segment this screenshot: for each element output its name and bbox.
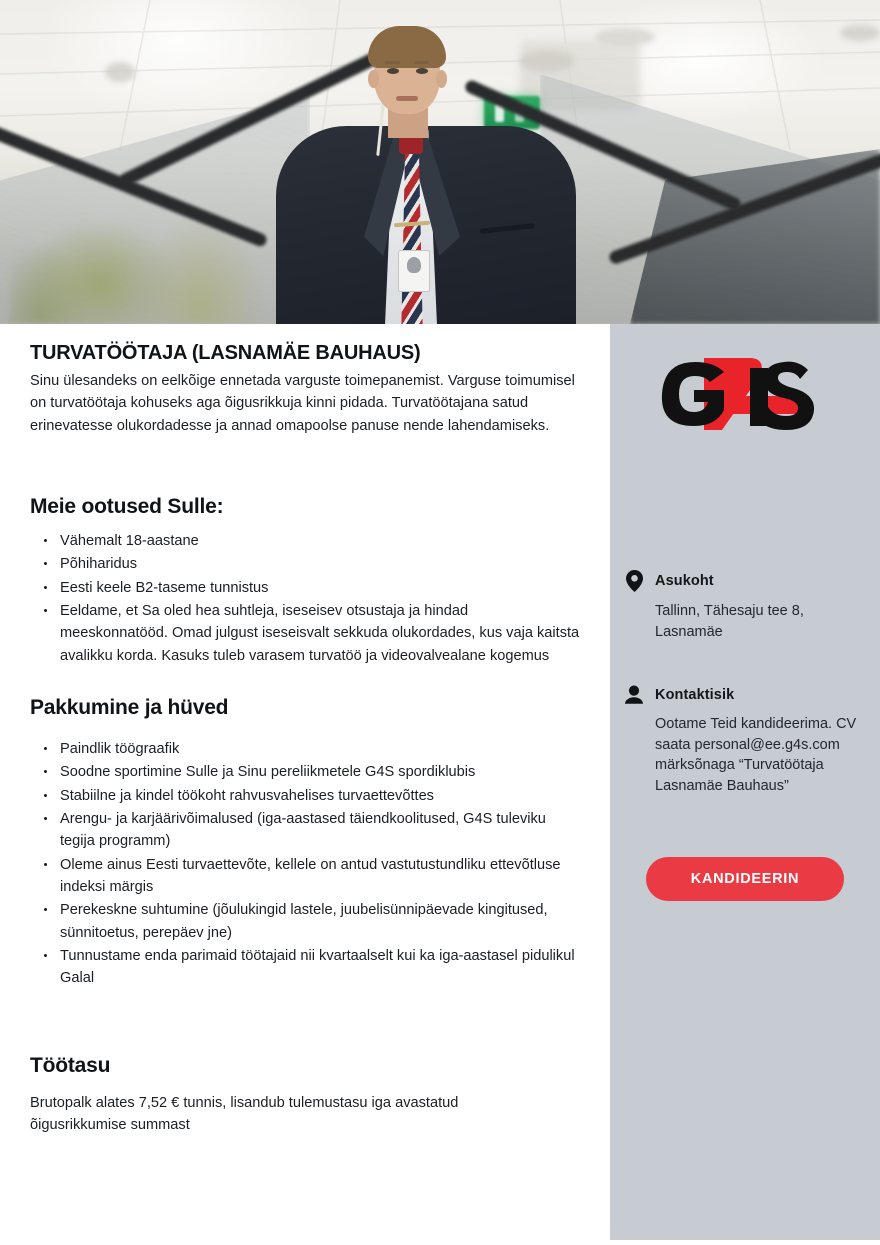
job-content bbox=[0, 324, 610, 1136]
g4s-logo-mark bbox=[648, 352, 838, 436]
location-block bbox=[624, 570, 868, 642]
contact-text: Ootame Teid kandideerima. CV saata personal@ee.g4s.com märksõnaga “Turvatöötaja Lasnamäe Bauhaus” bbox=[655, 716, 857, 794]
g4s-logo bbox=[648, 352, 838, 436]
list-item: Põhiharidus bbox=[60, 553, 580, 575]
contact-block bbox=[624, 685, 868, 796]
guard-eye bbox=[416, 68, 428, 74]
guard-eyebrow bbox=[385, 61, 400, 64]
contact-title: Kontaktisik bbox=[655, 687, 735, 703]
hero-image bbox=[0, 0, 880, 324]
location-text: Tallinn, Tähesaju tee 8, Lasnamäe bbox=[655, 603, 804, 640]
list-item: Arengu- ja karjäärivõimalused (iga-aastased täiendkoolitused, G4S tuleviku tegija programm) bbox=[60, 808, 580, 853]
expectations-heading: Meie ootused Sulle: bbox=[30, 494, 224, 518]
list-item: Soodne sportimine Sulle ja Sinu pereliikmetele G4S spordiklubis bbox=[60, 761, 580, 783]
job-intro: Sinu ülesandeks on eelkõige ennetada varguste toimepanemist. Varguse toimumisel on turvatöötaja kohuseks aga õigusrikkuja kinni pidada. Turvatöötajana satud erinevatesse olukordadesse ja annad omapoolse panuse nende lahendamiseks. bbox=[30, 373, 575, 434]
person-icon bbox=[624, 685, 644, 705]
security-guard-figure bbox=[268, 18, 588, 324]
salary-heading: Töötasu bbox=[30, 1053, 111, 1077]
list-item: Vähemalt 18-aastane bbox=[60, 530, 580, 552]
map-pin-icon bbox=[624, 570, 644, 592]
guard-hair bbox=[368, 26, 446, 68]
list-item: Eesti keele B2-taseme tunnistus bbox=[60, 577, 580, 599]
location-header bbox=[624, 570, 868, 592]
guard-id-badge bbox=[398, 250, 430, 292]
ceiling-light bbox=[840, 25, 880, 41]
offer-heading: Pakkumine ja hüved bbox=[30, 695, 229, 719]
guard-mouth bbox=[396, 96, 418, 101]
ceiling-light bbox=[595, 28, 655, 46]
list-item: Stabiilne ja kindel töökoht rahvusvahelises turvaettevõttes bbox=[60, 785, 580, 807]
expectations-list bbox=[30, 530, 580, 667]
guard-eyebrow bbox=[414, 61, 429, 64]
salary-text: Brutopalk alates 7,52 € tunnis, lisandub tulemustasu iga avastatud õigusrikkumise summast bbox=[30, 1094, 459, 1133]
list-item: Perekeskne suhtumine (jõulukingid lastele, juubelisünnipäevade kingitused, sünnitoetus, perepäev jne) bbox=[60, 899, 580, 944]
apply-button[interactable]: KANDIDEERIN bbox=[646, 857, 844, 901]
list-item: Paindlik töögraafik bbox=[60, 738, 580, 760]
guard-ear bbox=[436, 70, 447, 88]
contact-header bbox=[624, 685, 868, 705]
list-item: Tunnustame enda parimaid töötajaid nii kvartaalselt kui ka iga-aastasel pidulikul Galal bbox=[60, 945, 580, 990]
job-title: TURVATÖÖTAJA (LASNAMÄE BAUHAUS) bbox=[30, 342, 421, 364]
ceiling-light bbox=[105, 62, 135, 82]
guard-eye bbox=[387, 68, 399, 74]
list-item: Oleme ainus Eesti turvaettevõte, kellele on antud vastutustundliku ettevõtluse indeksi märgis bbox=[60, 854, 580, 899]
guard-ear bbox=[368, 70, 379, 88]
info-sidebar bbox=[610, 324, 880, 1240]
offer-list bbox=[30, 738, 580, 990]
list-item: Eeldame, et Sa oled hea suhtleja, iseseisev otsustaja ja hindad meeskonnatööd. Omad julgust iseseisvalt sekkuda olukordades, kus vaja kaitsta avalikku korda. Kasuks tuleb varasem turvatöö ja videovalvealane kogemus bbox=[60, 600, 580, 667]
location-title: Asukoht bbox=[655, 573, 714, 589]
